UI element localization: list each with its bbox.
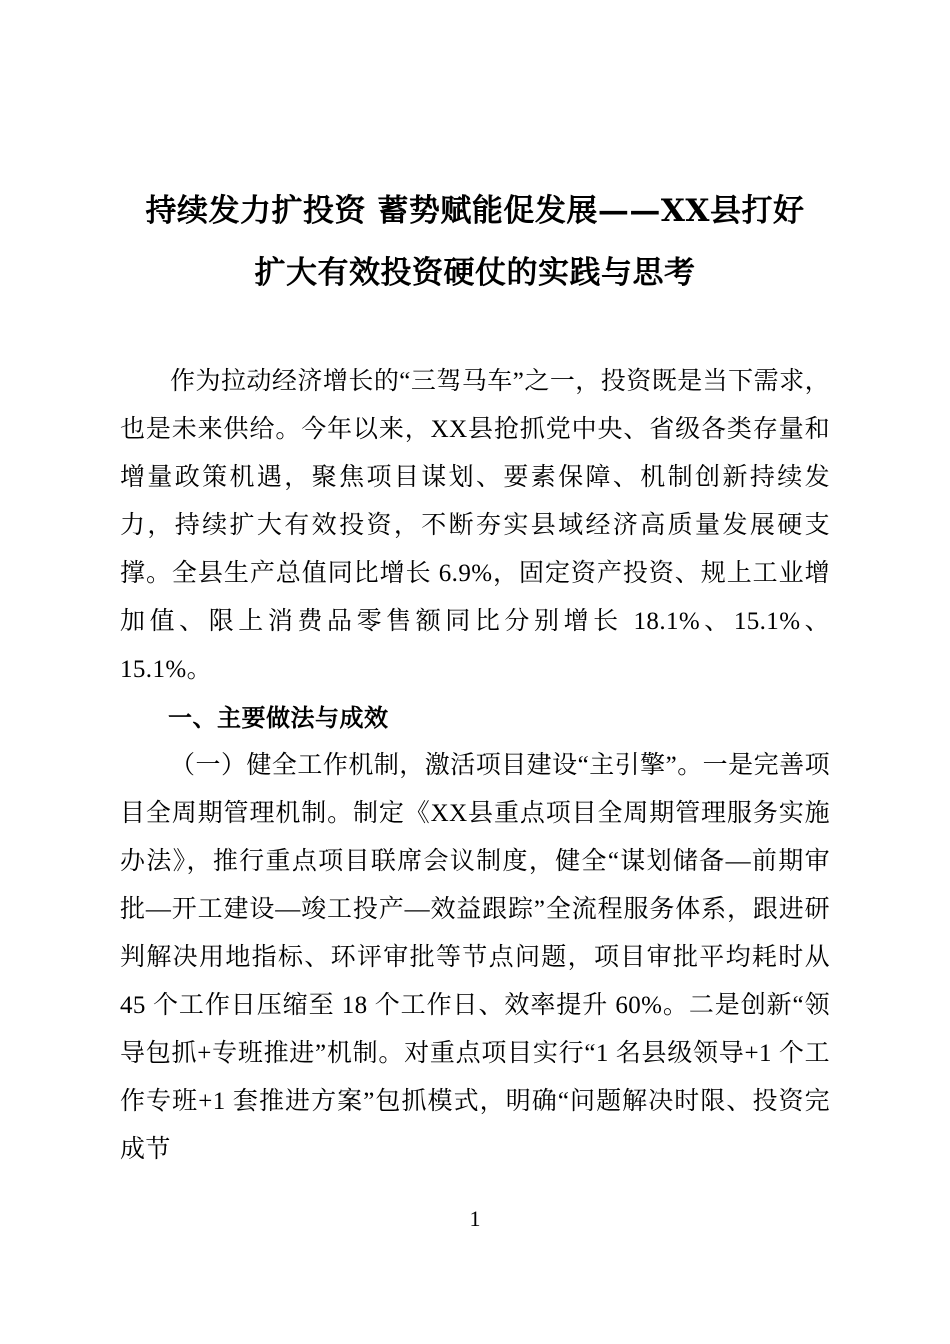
- page-number: 1: [469, 1206, 481, 1231]
- section-heading-one: 一、主要做法与成效: [168, 704, 389, 732]
- page-title: 持续发力扩投资 蓄势赋能促发展——XX县打好扩大有效投资硬仗的实践与思考: [145, 193, 805, 291]
- paragraph-intro: 作为拉动经济增长的“三驾马车”之一，投资既是当下需求，也是未来供给。今年以来，XX县抢抓党中央、省级各类存量和增量政策机遇，聚焦项目谋划、要素保障、机制创新持续发力，持续扩大有效投资，不断夯实县域经济高质量发展硬支撑。全县生产总值同比增长 6.9%，固定资产投资、规上工业增加值、限上消费品零售额同比分别增长 18.1%、15.1%、15.1%。: [120, 368, 830, 683]
- paragraph-subsection-one: （一）健全工作机制，激活项目建设“主引擎”。一是完善项目全周期管理机制。制定《XX县重点项目全周期管理服务实施办法》，推行重点项目联席会议制度，健全“谋划储备—前期审批—开工建设—竣工投产—效益跟踪”全流程服务体系，跟进研判解决用地指标、环评审批等节点问题，项目审批平均耗时从 45 个工作日压缩至 18 个工作日、效率提升 60%。二是创新“领导包抓+专班推进”机制。对重点项目实行“1 名县级领导+1 个工作专班+1 套推进方案”包抓模式，明确“问题解决时限、投资完成节: [120, 752, 830, 1163]
